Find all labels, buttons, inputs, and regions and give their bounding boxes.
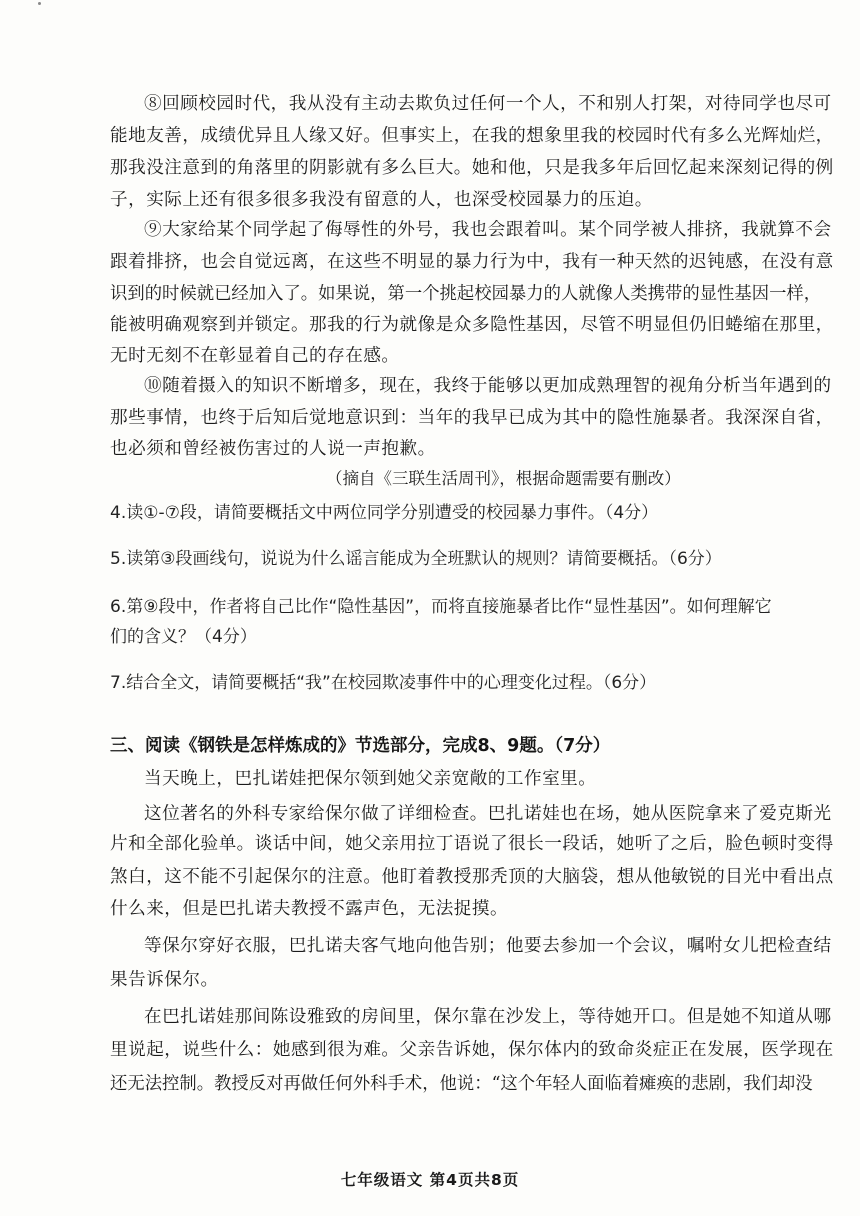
passage-p10-line-3: 也必须和曾经被伤害过的人说一声抱歉。 bbox=[110, 439, 436, 459]
passage-p9-line-2: 跟着排挤，也会自觉远离，在这些不明显的暴力行为中，我有一种天然的迟钝感，在没有意 bbox=[110, 252, 834, 272]
passage-p9-line-5: 无时无刻不在彰显着自己的存在感。 bbox=[110, 346, 400, 366]
section3-para2-line-3: 煞白，这不能不引起保尔的注意。他盯着教授那秃顶的大脑袋，想从他敏锐的目光中看出点 bbox=[110, 867, 834, 887]
passage-p10-line-1: ⑩随着摄入的知识不断增多，现在，我终于能够以更加成熟理智的视角分析当年遇到的 bbox=[144, 376, 832, 396]
section3-para2-line-4: 什么来，但是巴扎诺夫教授不露声色，无法捉摸。 bbox=[110, 899, 509, 919]
passage-p10-line-2: 那些事情，也终于后知后觉地意识到：当年的我早已成为其中的隐性施暴者。我深深自省， bbox=[110, 408, 834, 428]
passage-p9-line-1: ⑨大家给某个同学起了侮辱性的外号，我也会跟着叫。某个同学被人排挤，我就算不会 bbox=[144, 220, 832, 240]
section3-para4-line-1: 在巴扎诺娃那间陈设雅致的房间里，保尔靠在沙发上，等待她开口。但是她不知道从哪 bbox=[144, 1007, 832, 1027]
passage-p9-line-4: 能被明确观察到并锁定。那我的行为就像是众多隐性基因，尽管不明显但仍旧蜷缩在那里， bbox=[110, 315, 834, 335]
section3-para3-line-1: 等保尔穿好衣服，巴扎诺夫客气地向他告别；他要去参加一个会议，嘱咐女儿把检查结 bbox=[144, 936, 832, 956]
passage-p8-line-1: ⑧回顾校园时代，我从没有主动去欺负过任何一个人，不和别人打架，对待同学也尽可 bbox=[144, 94, 832, 114]
section3-para2-line-1: 这位著名的外科专家给保尔做了详细检查。巴扎诺娃也在场，她从医院拿来了爱克斯光 bbox=[144, 804, 832, 824]
passage-p8-line-4: 子，实际上还有很多很多我没有留意的人，也深受校园暴力的压迫。 bbox=[110, 190, 653, 210]
passage-p8-line-3: 那我没注意到的角落里的阴影就有多么巨大。她和他，只是我多年后回忆起来深刻记得的例 bbox=[110, 158, 834, 178]
section3-para3-line-2: 果告诉保尔。 bbox=[110, 970, 219, 990]
section-3-heading: 三、阅读《钢铁是怎样炼成的》节选部分，完成8、9题。（7分） bbox=[110, 736, 611, 756]
section3-para2-line-2: 片和全部化验单。谈话中间，她父亲用拉丁语说了很长一段话，她听了之后，脸色顿时变得 bbox=[110, 834, 834, 854]
scan-speck bbox=[38, 2, 41, 5]
page-footer: 七年级语文 第4页共8页 bbox=[340, 1171, 520, 1189]
passage-p8-line-2: 能地友善，成绩优异且人缘又好。但事实上，在我的想象里我的校园时代有多么光辉灿烂， bbox=[110, 126, 834, 146]
passage-source: （摘自《三联生活周刊》，根据命题需要有删改） bbox=[326, 469, 681, 488]
question-6-line-2: 们的含义？（4分） bbox=[110, 627, 257, 647]
section3-para4-line-2: 里说起，说些什么：她感到很为难。父亲告诉她，保尔体内的致命炎症正在发展，医学现在 bbox=[110, 1040, 834, 1060]
question-5: 5.读第③段画线句，说说为什么谣言能成为全班默认的规则？请简要概括。（6分） bbox=[110, 549, 722, 569]
question-4: 4.读①-⑦段，请简要概括文中两位同学分别遭受的校园暴力事件。（4分） bbox=[110, 503, 659, 523]
passage-p9-line-3: 识到的时候就已经加入了。如果说，第一个挑起校园暴力的人就像人类携带的显性基因一样， bbox=[110, 284, 822, 304]
question-7: 7.结合全文，请简要概括“我”在校园欺凌事件中的心理变化过程。（6分） bbox=[110, 673, 657, 693]
section3-para4-line-3: 还无法控制。教授反对再做任何外科手术，他说：“这个年轻人面临着瘫痪的悲剧，我们却没 bbox=[110, 1074, 813, 1094]
question-6-line-1: 6.第⑨段中，作者将自己比作“隐性基因”，而将直接施暴者比作“显性基因”。如何理解它 bbox=[110, 597, 772, 617]
section3-para1-line-1: 当天晚上，巴扎诺娃把保尔领到她父亲宽敞的工作室里。 bbox=[144, 769, 597, 789]
